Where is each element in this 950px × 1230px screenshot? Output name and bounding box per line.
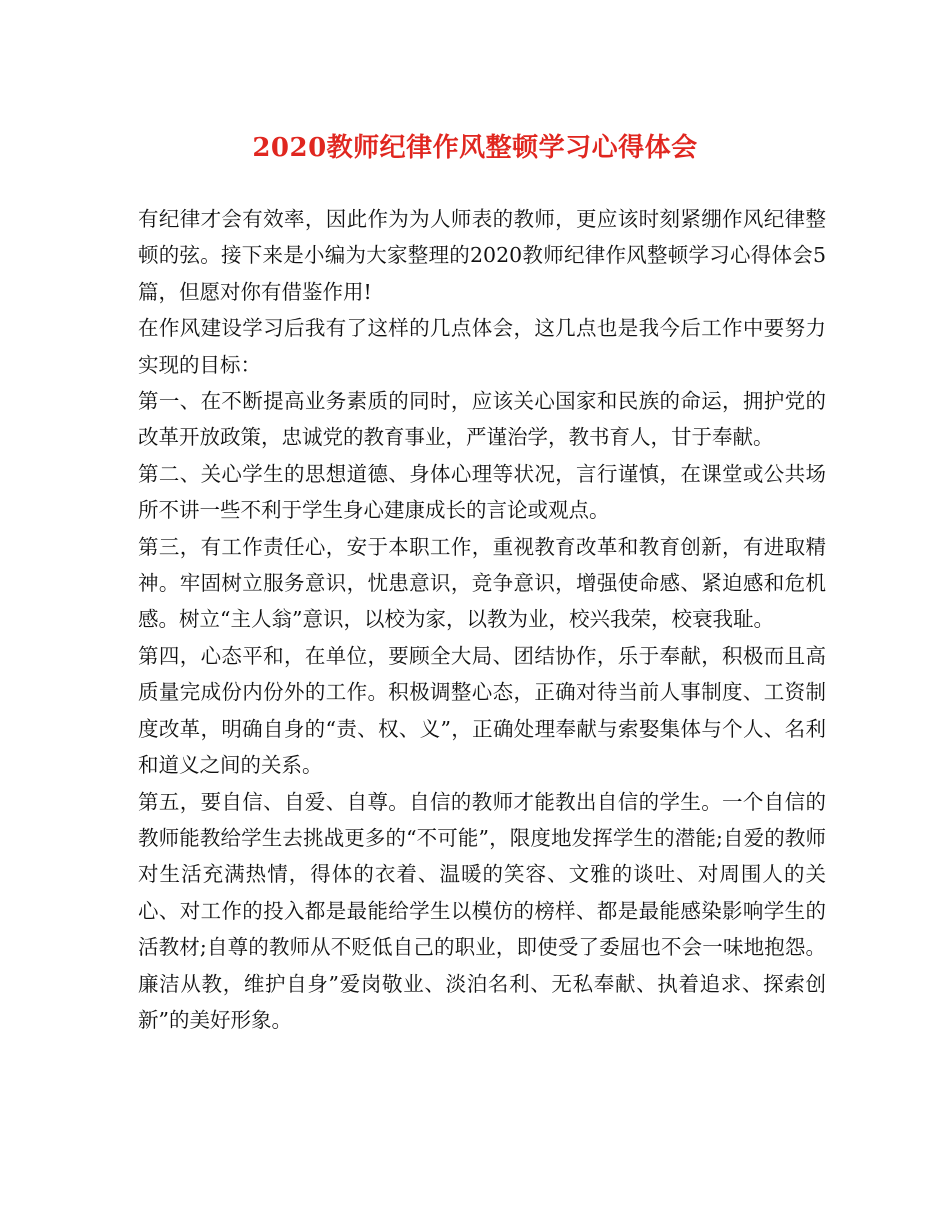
- paragraph-point-4: 第四，心态平和，在单位，要顾全大局、团结协作，乐于奉献，积极而且高质量完成份内份外的工作。积极调整心态，正确对待当前人事制度、工资制度改革，明确自身的“责、权、义”，正确处理奉献与索娶集体与个人、名利和道义之间的关系。: [138, 643, 826, 778]
- paragraph-point-3: 第三，有工作责任心，安于本职工作，重视教育改革和教育创新，有进取精神。牢固树立服务意识，忧患意识，竞争意识，增强使命感、紧迫感和危机感。树立“主人翁”意识，以校为家，以教为业，校兴我荣，校衰我耻。: [138, 534, 826, 632]
- document-body: [138, 201, 826, 1038]
- paragraph-point-1: 第一、在不断提高业务素质的同时，应该关心国家和民族的命运，拥护党的改革开放政策，忠诚党的教育事业，严谨治学，教书育人，甘于奉献。: [138, 389, 826, 450]
- paragraph-intro: 有纪律才会有效率，因此作为为人师表的教师，更应该时刻紧绷作风纪律整顿的弦。接下来是小编为大家整理的2020教师纪律作风整顿学习心得体会5篇，但愿对你有借鉴作用!: [138, 207, 826, 304]
- document-title: 2020教师纪律作风整顿学习心得体会: [252, 133, 698, 163]
- paragraph-point-5: 第五，要自信、自爱、自尊。自信的教师才能教出自信的学生。一个自信的教师能教给学生去挑战更多的“不可能”，限度地发挥学生的潜能;自爱的教师对生活充满热情，得体的衣着、温暖的笑容、文雅的谈吐、对周围人的关心、对工作的投入都是最能给学生以模仿的榜样、都是最能感染影响学生的活教材;自尊的教师从不贬低自己的职业，即使受了委屈也不会一味地抱怨。廉洁从教，维护自身”爱岗敬业、淡泊名利、无私奉献、执着追求、探索创新”的美好形象。: [138, 789, 826, 1032]
- paragraph-overview: 在作风建设学习后我有了这样的几点体会，这几点也是我今后工作中要努力实现的目标：: [138, 316, 826, 377]
- paragraph-point-2: 第二、关心学生的思想道德、身体心理等状况，言行谨慎，在课堂或公共场所不讲一些不利于学生身心建康成长的言论或观点。: [138, 461, 826, 523]
